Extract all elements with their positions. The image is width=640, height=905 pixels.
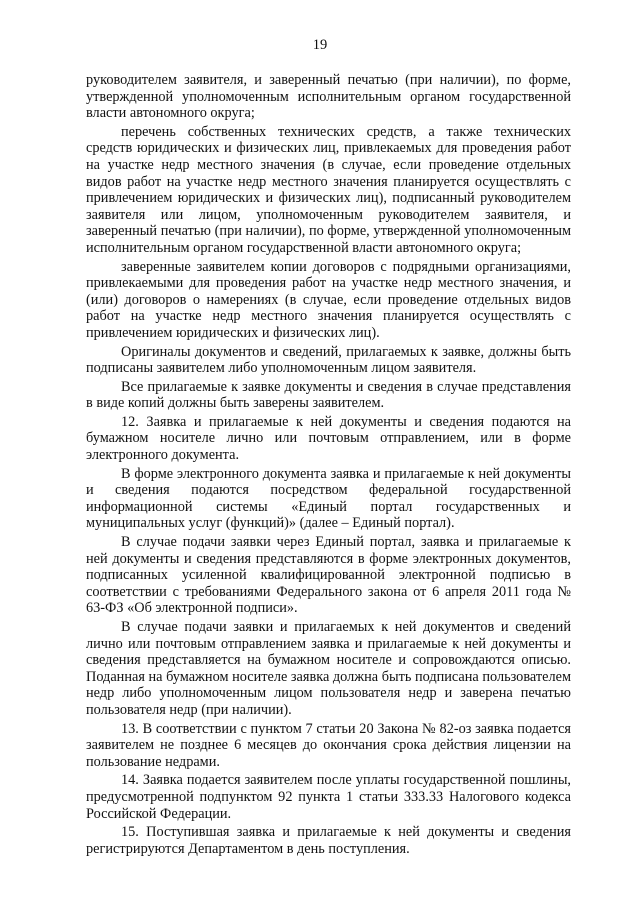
paragraph-continuation: руководителем заявителя, и заверенный печатью (при наличии), по форме, утвержденной уполномоченным исполнительным органом государственной власти автономного округа;	[86, 72, 571, 122]
paragraph-item-12: 12. Заявка и прилагаемые к ней документы и сведения подаются на бумажном носителе лично или почтовым отправлением, или в форме электронного документа.	[86, 413, 571, 464]
paragraph-originals-signed: Оригиналы документов и сведений, прилагаемых к заявке, должны быть подписаны заявителем либо уполномоченным лицом заявителя.	[86, 343, 571, 377]
page-number: 19	[312, 37, 328, 53]
paragraph-contract-copies: заверенные заявителем копии договоров с подрядными организациями, привлекаемыми для проведения работ на участке недр местного значения, и (или) договоров о намерениях (в случае, если проведение отдельных видов работ на участке недр местного значения планируется осуществлять с привлечением юридических и физических лиц).	[86, 258, 571, 341]
paragraph-copies-certified: Все прилагаемые к заявке документы и сведения в случае представления в виде копий должны быть заверены заявителем.	[86, 378, 571, 412]
paragraph-item-15: 15. Поступившая заявка и прилагаемые к ней документы и сведения регистрируются Департаментом в день поступления.	[86, 824, 571, 857]
paragraph-technical-means-list: перечень собственных технических средств, а также технических средств юридических и физических лиц, привлекаемых для проведения работ на участке недр местного значения (в случае, если проведение отдельных видов работ на участке недр местного значения планируется осуществлять с привлечением юридических и физических лиц), подписанный руководителем заявителя или лицом, уполномоченным руководителем заявителя, и заверенный печатью (при наличии), по форме, утвержденной уполномоченным исполнительным органом государственной власти автономного округа;	[86, 123, 571, 256]
paragraph-item-14: 14. Заявка подается заявителем после уплаты государственной пошлины, предусмотренной подпунктом 92 пункта 1 статьи 333.33 Налогового кодекса Российской Федерации.	[86, 772, 571, 822]
paragraph-electronic-form: В форме электронного документа заявка и прилагаемые к ней документы и сведения подаются посредством федеральной государственной информационной системы «Единый портал государственных и муниципальных услуг (функций)» (далее – Единый портал).	[86, 465, 571, 532]
document-body	[86, 72, 571, 859]
paragraph-unified-portal: В случае подачи заявки через Единый портал, заявка и прилагаемые к ней документы и сведения представляются в форме электронных документов, подписанных усиленной квалифицированной электронной подписью в соответствии с требованиями Федерального закона от 6 апреля 2011 года № 63-ФЗ «Об электронной подписи».	[86, 534, 571, 617]
paragraph-item-13: 13. В соответствии с пунктом 7 статьи 20 Закона № 82-оз заявка подается заявителем не позднее 6 месяцев до окончания срока действия лицензии на пользование недрами.	[86, 720, 571, 770]
paragraph-paper-submission: В случае подачи заявки и прилагаемых к ней документов и сведений лично или почтовым отправлением заявка и прилагаемые к ней документы и сведения представляется на бумажном носителе и сопровождаются описью. Поданная на бумажном носителе заявка должна быть подписана пользователем недр либо уполномоченным лицом пользователя недр и заверена печатью пользователя недр (при наличии).	[86, 619, 571, 718]
